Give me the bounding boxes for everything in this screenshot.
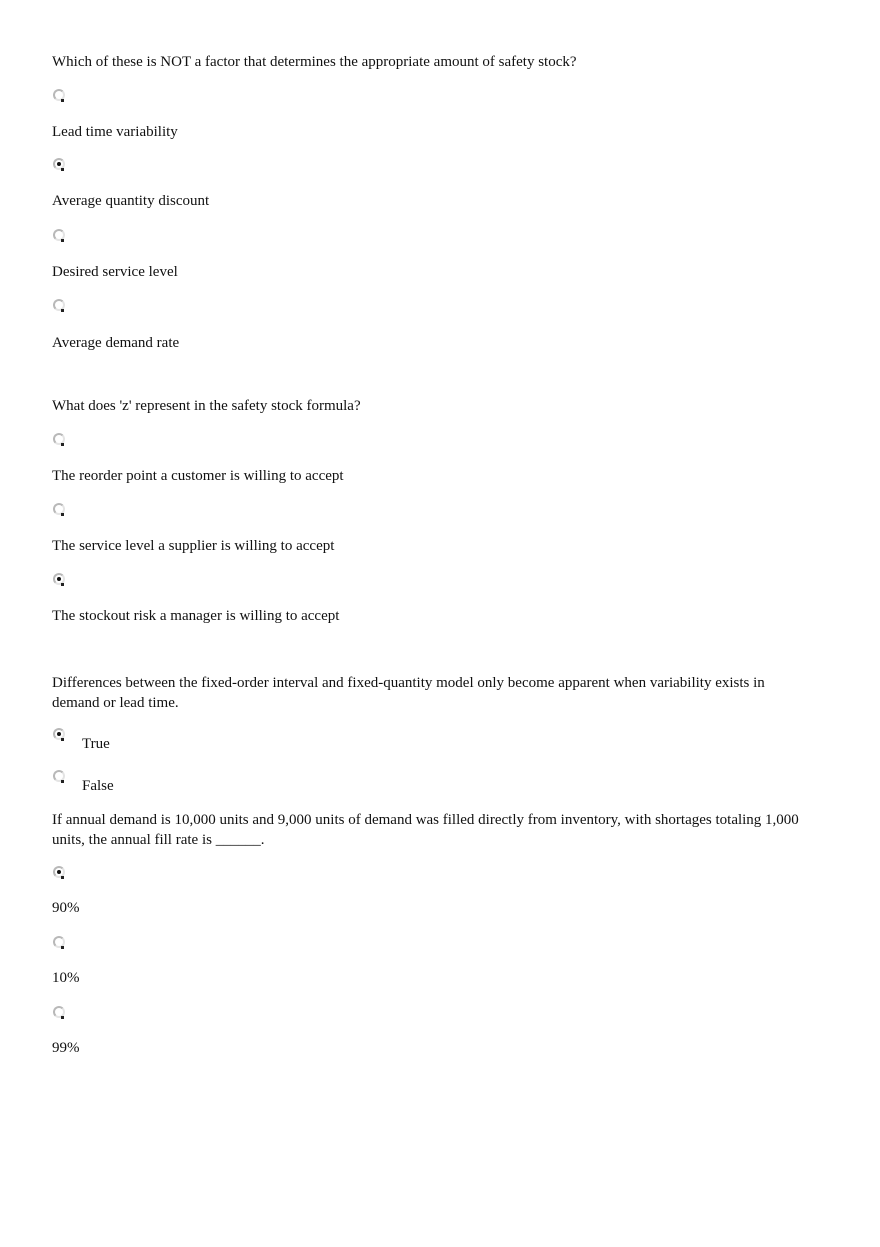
radio-button-lead-time-variability[interactable] [53,89,65,101]
option-label: Average quantity discount [52,193,210,209]
question-text: What does 'z' represent in the safety stock formula? [52,398,361,414]
option-label: Average demand rate [52,335,180,351]
radio-button-service-level[interactable] [53,503,65,515]
option-label: The reorder point a customer is willing to accept [52,468,344,484]
radio-button-desired-service-level[interactable] [53,229,65,241]
radio-button-false[interactable] [53,770,65,782]
radio-button-true[interactable] [53,728,65,740]
radio-button-99-percent[interactable] [53,1006,65,1018]
option-label: 10% [52,970,80,986]
radio-button-10-percent[interactable] [53,936,65,948]
option-label: The service level a supplier is willing to accept [52,538,335,554]
option-label: False [82,778,114,794]
question-text: Which of these is NOT a factor that determines the appropriate amount of safety stock? [52,54,577,70]
option-label: 90% [52,900,80,916]
radio-button-reorder-point[interactable] [53,433,65,445]
option-label: Desired service level [52,264,178,280]
option-label: Lead time variability [52,124,178,140]
option-label: The stockout risk a manager is willing to accept [52,608,340,624]
radio-button-stockout-risk[interactable] [53,573,65,585]
radio-button-average-quantity-discount[interactable] [53,158,65,170]
question-text: Differences between the fixed-order interval and fixed-quantity model only become apparent when variability exists in demand or lead time. [52,675,765,711]
radio-button-90-percent[interactable] [53,866,65,878]
option-label: 99% [52,1040,80,1056]
radio-button-average-demand-rate[interactable] [53,299,65,311]
question-text: If annual demand is 10,000 units and 9,000 units of demand was filled directly from inventory, with shortages totaling 1,000 units, the annual fill rate is ______. [52,812,799,848]
option-label: True [82,736,110,752]
